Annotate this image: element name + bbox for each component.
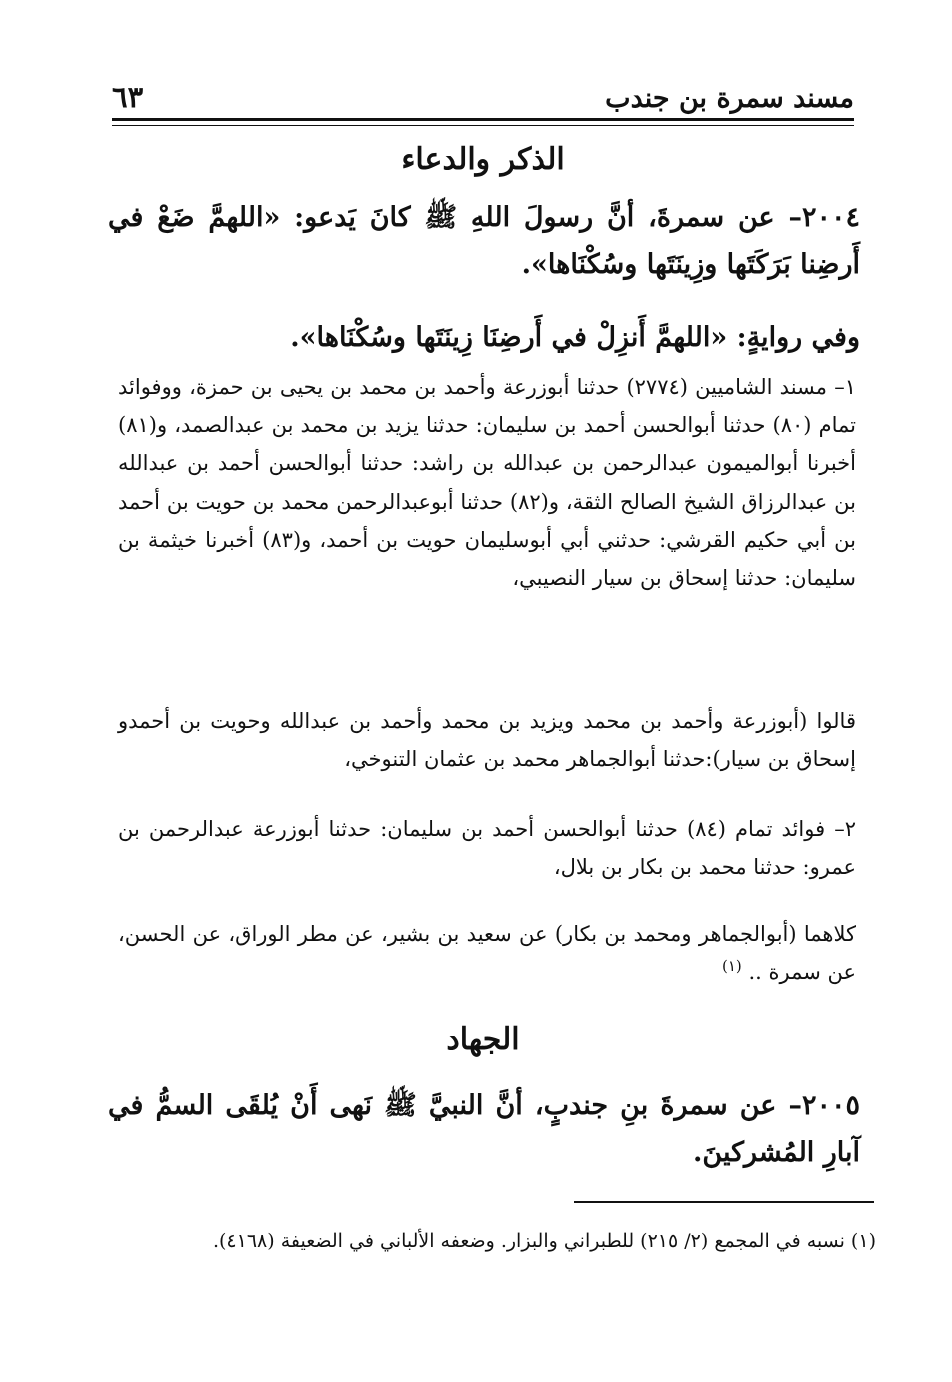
running-header [112, 66, 854, 114]
page-number: ٦٣ [112, 80, 144, 114]
hadith-text: عن سمرةَ، أنَّ رسولَ اللهِ ﷺ كانَ يَدعو: «اللهمَّ ضَعْ في أَرضِنا بَرَكَتَها وزِينَتَها وسُكْنَاها». [108, 202, 860, 281]
running-title: مسند سمرة بن جندب [605, 83, 854, 114]
hadith-text: عن سمرةَ بنِ جندبٍ، أنَّ النبيَّ ﷺ نَهى أَنْ يُلقَى السمُّ في آبارِ المُشركينَ. [108, 1090, 860, 1169]
hadith-number: ٢٠٠٥– [788, 1090, 860, 1121]
header-rule-thin [112, 125, 854, 126]
footnote-separator [574, 1201, 874, 1203]
source-paragraph-kilahuma [118, 915, 856, 991]
hadith-2004 [108, 194, 860, 289]
source-paragraph-1: ١– مسند الشاميين (٢٧٧٤) حدثنا أبوزرعة وأحمد بن محمد بن يحيى بن حمزة، ووفوائد تمام (٨٠) حدثنا أبوالحسن أحمد بن سليمان: حدثنا يزيد بن محمد بن عبدالصمد، و(٨١) أخبرنا أبوالميمون عبدالرحمن بن عبدالله بن راشد: حدثنا أبوالحسن أحمد بن عبدالله بن عبدالرزاق الشيخ الصالح الثقة، و(٨٢) حدثنا أبوعبدالرحمن محمد بن حويت بن أحمد بن أبي حكيم القرشي: حدثني أبي أبوسليمان حويت بن أحمد، و(٨٣) أخبرنا خيثمة بن سليمان: حدثنا إسحاق بن سيار النصيبي، [118, 375, 856, 591]
footnote-reference: (١) [721, 957, 742, 976]
hadith-riwaya: وفي روايةٍ: «اللهمَّ أَنزِلْ في أَرضِنَا زِينَتَها وسُكْنَاها». [290, 322, 860, 353]
footnote: (١) نسبه في المجمع (٢/ ٢١٥) للطبراني والبزار. وضعفه الألباني في الضعيفة (٤١٦٨). [212, 1230, 876, 1252]
section-heading-dhikr: الذكر والدعاء [401, 142, 565, 177]
hadith-2005 [108, 1082, 860, 1177]
header-rule-thick [112, 118, 854, 121]
kilahuma-text: كلاهما (أبوالجماهر ومحمد بن بكار) عن سعيد بن بشير، عن مطر الوراق، عن الحسن، عن سمرة .. [118, 922, 856, 985]
section-heading-jihad: الجهاد [446, 1022, 520, 1057]
hadith-number: ٢٠٠٤– [788, 202, 860, 233]
source-paragraph-qalu: قالوا (أبوزرعة وأحمد بن محمد ويزيد بن محمد وأحمد بن عبدالله وحويت بن أحمدو إسحاق بن سيار):حدثنا أبوالجماهر محمد بن عثمان التنوخي، [118, 709, 856, 772]
source-paragraph-2: ٢– فوائد تمام (٨٤) حدثنا أبوالحسن أحمد بن سليمان: حدثنا أبوزرعة عبدالرحمن بن عمرو: حدثنا محمد بن بكار بن بلال، [118, 817, 856, 880]
